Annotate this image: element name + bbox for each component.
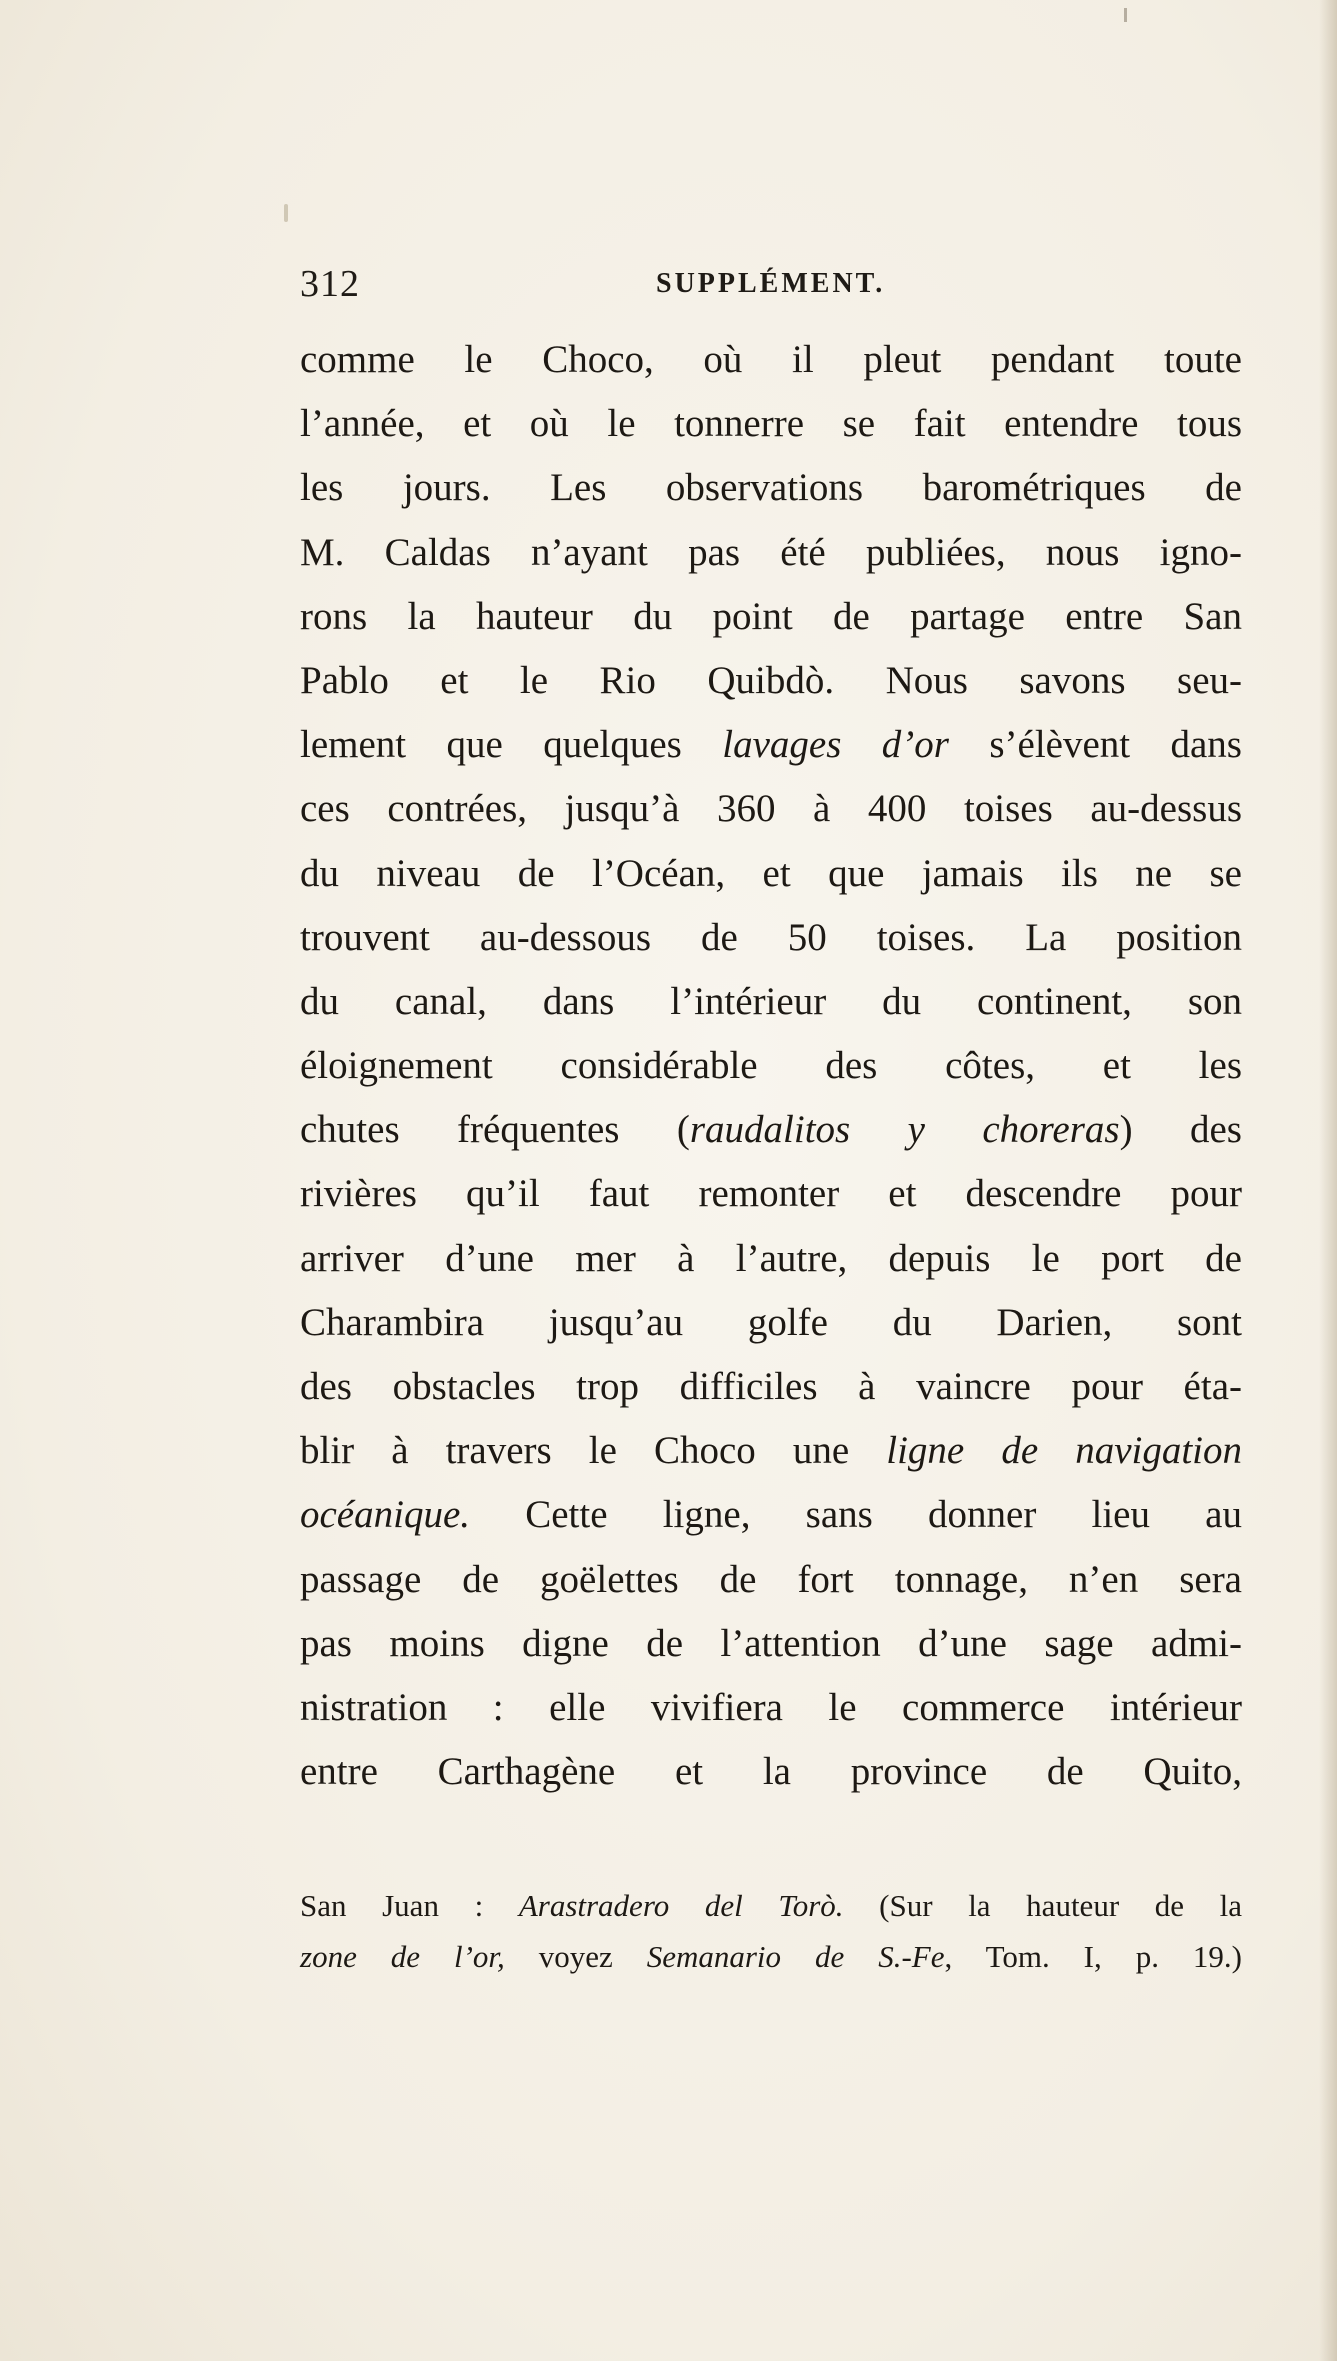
body-line <box>300 1355 1242 1419</box>
page-number: 312 <box>300 263 360 305</box>
text-run: San Juan : <box>300 1888 519 1923</box>
body-line <box>300 970 1242 1034</box>
text-run: l’année, et où le tonnerre se fait entendre tous <box>300 402 1242 446</box>
text-run: comme le Choco, où il pleut pendant toute <box>300 338 1242 381</box>
text-run: passage de goëlettes de fort tonnage, n’en sera <box>300 1557 1242 1601</box>
text-run: s’élèvent dans <box>948 723 1242 767</box>
text-run: trouvent au-dessous de 50 toises. La position <box>300 915 1242 959</box>
text-run: les jours. Les observations barométriques de <box>300 466 1242 510</box>
text-run: du canal, dans l’intérieur du continent, son <box>300 979 1242 1023</box>
text-run: Cette ligne, sans donner lieu au <box>470 1493 1242 1537</box>
text-run: ces contrées, jusqu’à 360 à 400 toises au-dessus <box>300 787 1242 831</box>
body-line <box>300 1612 1242 1676</box>
text-run: entre Carthagène et la province de Quito, <box>300 1750 1242 1794</box>
text-run: des obstacles trop difficiles à vaincre pour éta- <box>300 1365 1242 1408</box>
text-run: du niveau de l’Océan, et que jamais ils ne se <box>300 851 1242 895</box>
text-run: Pablo et le Rio Quibdò. Nous savons seu- <box>300 658 1242 702</box>
italic-phrase: Arastradero del Torò. <box>518 1888 844 1923</box>
body-line <box>300 1483 1242 1547</box>
text-run: pas moins digne de l’attention d’une sage admi- <box>300 1621 1242 1665</box>
page-mark <box>1124 8 1127 22</box>
body-text <box>300 328 1242 1804</box>
body-line <box>300 777 1242 841</box>
italic-phrase: Semanario de S.-Fe <box>646 1939 945 1974</box>
body-line <box>300 842 1242 906</box>
body-line <box>300 649 1242 713</box>
text-run: nistration : elle vivifiera le commerce intérieur <box>300 1685 1242 1729</box>
body-line <box>300 1162 1242 1226</box>
body-line <box>300 1676 1242 1740</box>
text-run: ) des <box>1119 1108 1242 1152</box>
footnote-line <box>300 1880 1242 1931</box>
italic-phrase: océanique. <box>300 1493 471 1537</box>
text-run: blir à travers le Choco une <box>300 1429 887 1473</box>
text-run: lement que quelques <box>300 723 723 767</box>
body-line <box>300 1291 1242 1355</box>
text-run: arriver d’une mer à l’autre, depuis le port de <box>300 1236 1242 1280</box>
body-line <box>300 1548 1242 1612</box>
text-run: chutes fréquentes ( <box>300 1108 690 1152</box>
body-line <box>300 1098 1242 1162</box>
body-line <box>300 456 1242 520</box>
footnote-line <box>300 1931 1242 1982</box>
body-line <box>300 713 1242 777</box>
text-run: rivières qu’il faut remonter et descendre pour <box>300 1172 1242 1216</box>
ink-smudge <box>284 204 288 222</box>
body-line <box>300 328 1242 392</box>
body-line <box>300 1034 1242 1098</box>
text-run: voyez <box>504 1939 647 1974</box>
body-line <box>300 1740 1242 1804</box>
text-run: Charambira jusqu’au golfe du Darien, sont <box>300 1300 1242 1344</box>
footnote <box>300 1880 1242 1982</box>
text-run: rons la hauteur du point de partage entre San <box>300 594 1242 638</box>
italic-phrase: raudalitos y choreras <box>689 1108 1120 1152</box>
text-run: (Sur la hauteur de la <box>843 1888 1243 1923</box>
text-run: , Tom. I, p. 19.) <box>944 1939 1242 1974</box>
italic-phrase: lavages d’or <box>722 723 949 767</box>
body-line <box>300 521 1242 585</box>
italic-phrase: zone de l’or, <box>300 1939 505 1974</box>
body-line <box>300 392 1242 456</box>
running-head: SUPPLÉMENT. <box>656 268 886 299</box>
body-line <box>300 1227 1242 1291</box>
body-line <box>300 906 1242 970</box>
text-run: M. Caldas n’ayant pas été publiées, nous igno- <box>300 530 1242 574</box>
text-run: éloignement considérable des côtes, et les <box>300 1044 1242 1088</box>
body-line <box>300 1419 1242 1483</box>
body-line <box>300 585 1242 649</box>
page-header <box>300 262 1242 322</box>
italic-phrase: ligne de navigation <box>886 1429 1243 1473</box>
page-edge-shadow <box>1319 0 1337 2361</box>
